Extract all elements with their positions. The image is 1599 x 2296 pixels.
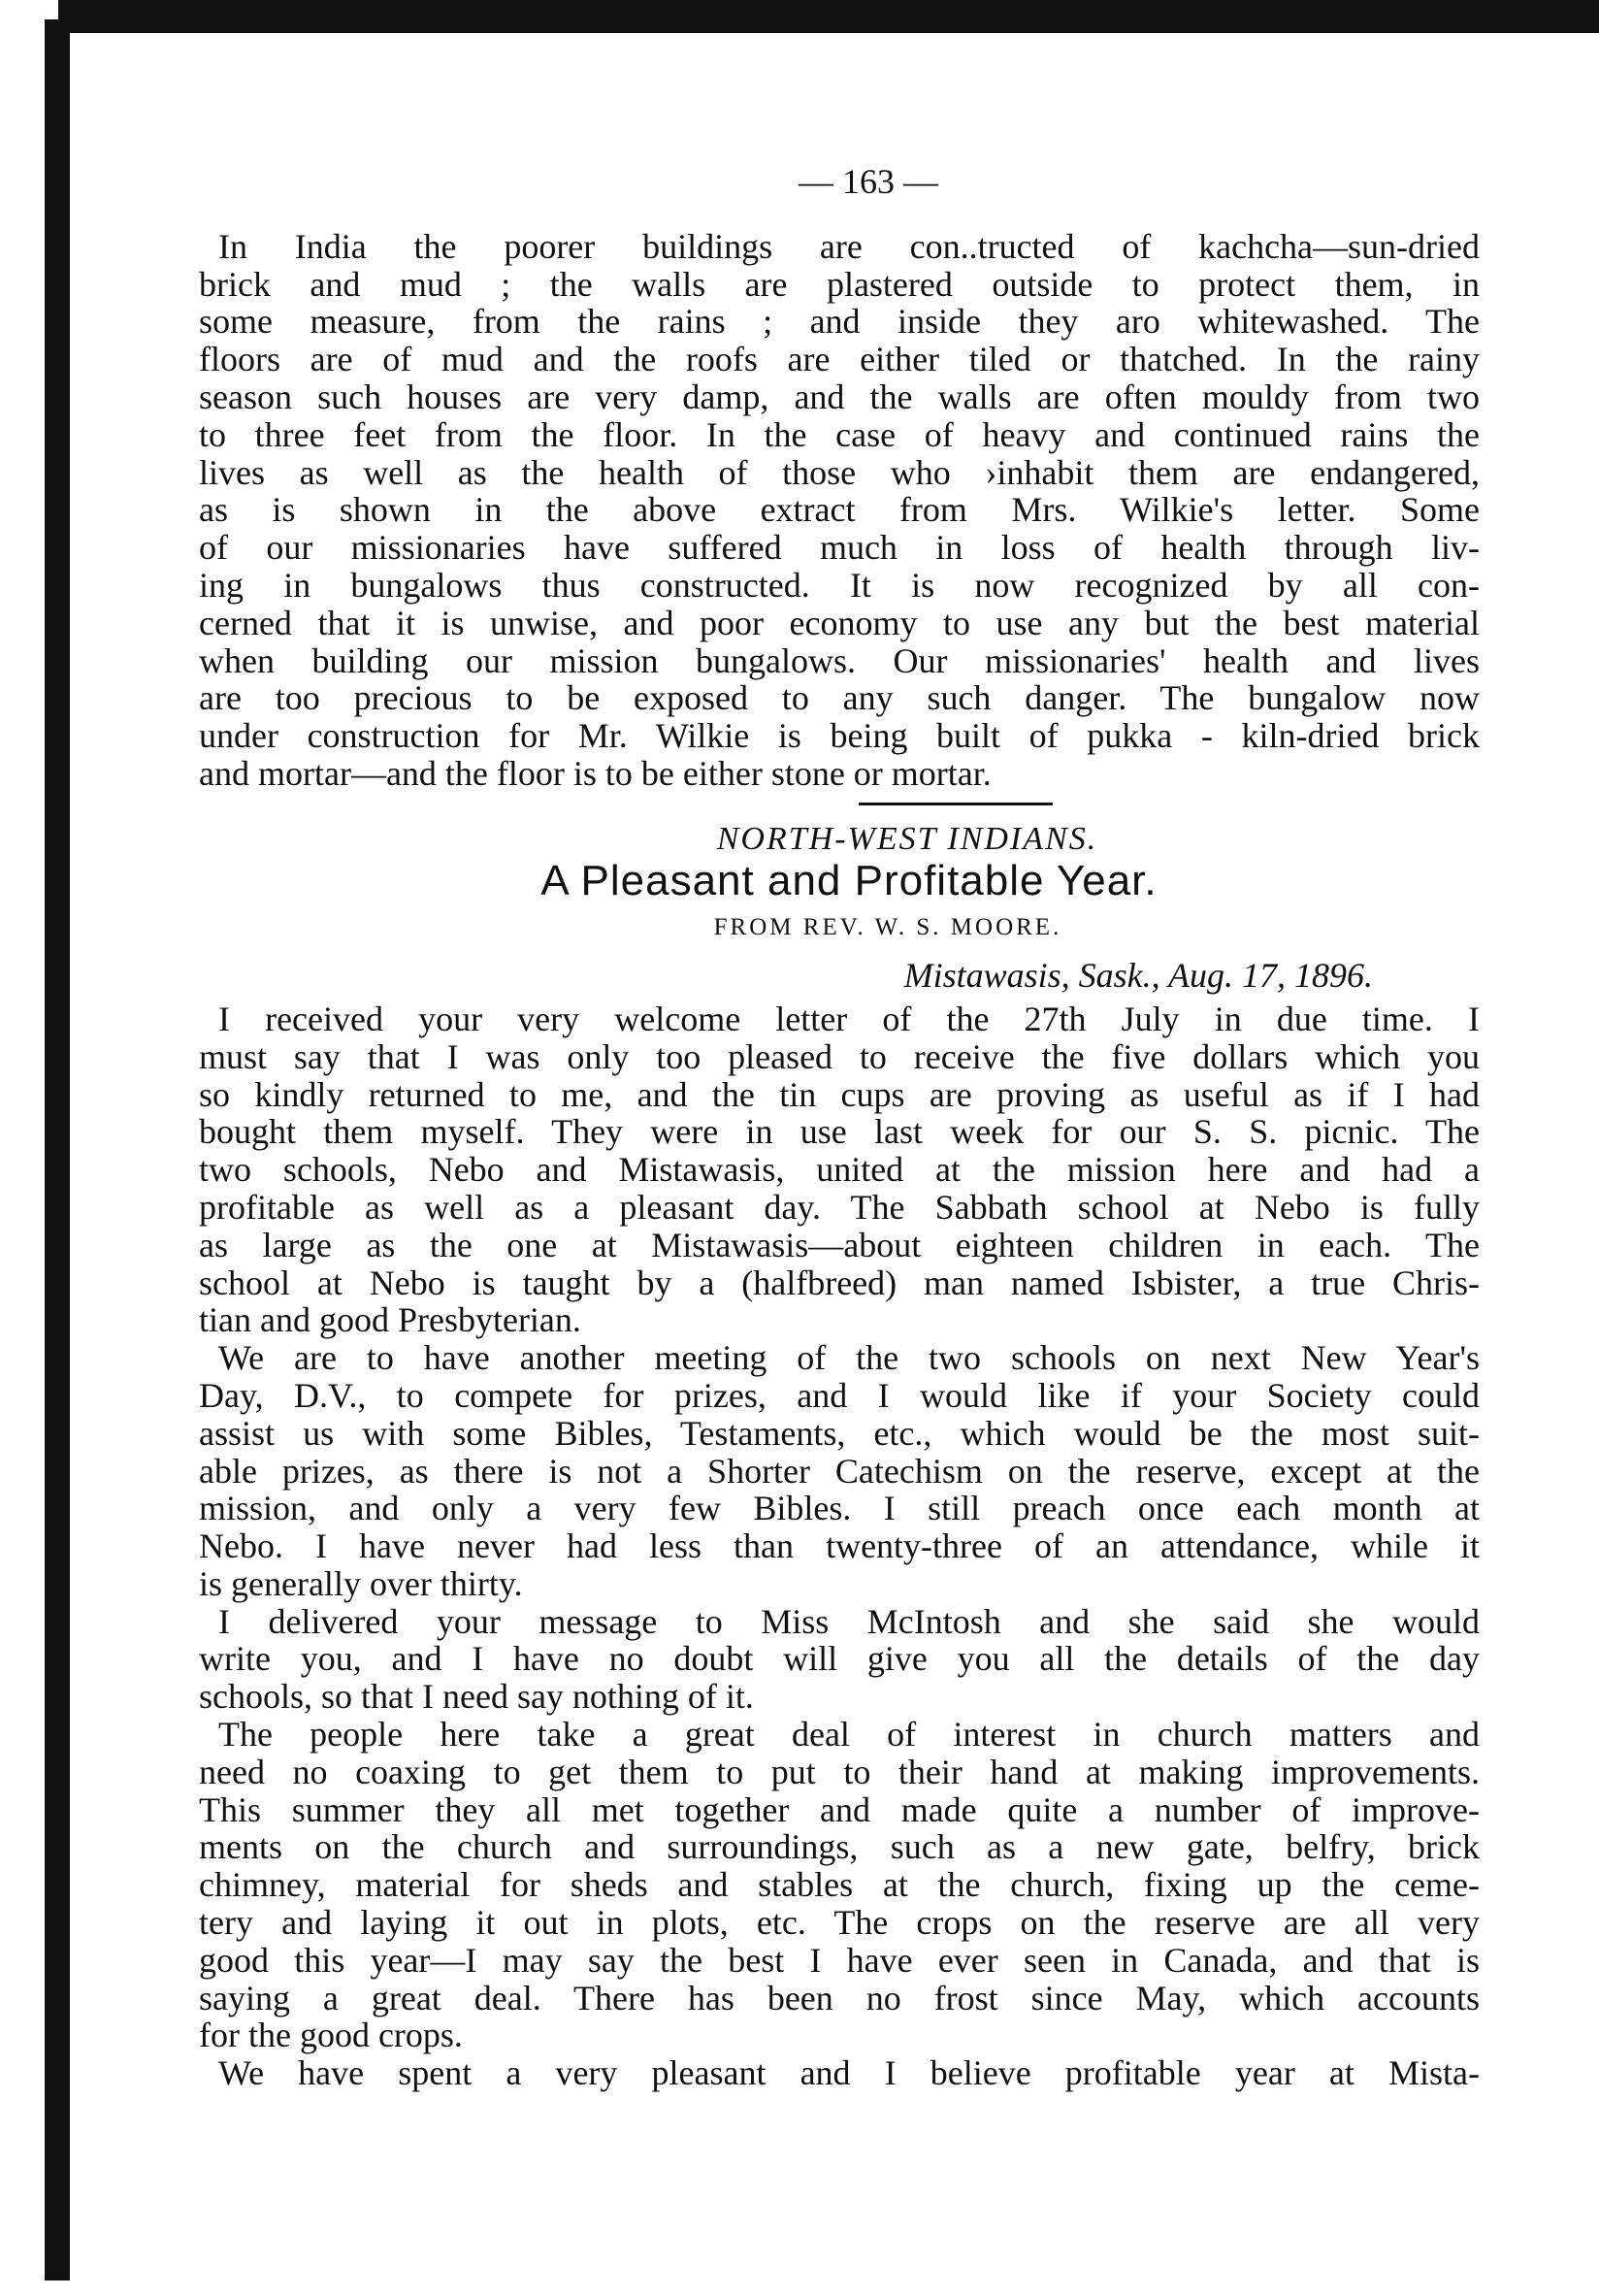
text-line: cerned that it is unwise, and poor economy to use any but the best material: [199, 603, 1480, 642]
scan-edge-left: [45, 19, 70, 2280]
text-line: The people here take a great deal of interest in church matters and: [218, 1715, 1480, 1755]
document-page: [199, 155, 1480, 2092]
dateline: Mistawasis, Sask., Aug. 17, 1896.: [903, 956, 1373, 996]
paragraph-1: [199, 1000, 1480, 1339]
text-line: I delivered your message to Miss McIntosh and she said she would: [218, 1601, 1480, 1641]
paragraph-3: [199, 1603, 1480, 1716]
text-line: Nebo. I have never had less than twenty-three of an attendance, while it: [199, 1526, 1480, 1566]
text-line: when building our mission bungalows. Our missionaries' health and lives: [199, 640, 1480, 680]
intro-paragraph: [199, 228, 1480, 793]
article-title: A Pleasant and Profitable Year.: [540, 856, 1158, 904]
text-line: tian and good Presbyterian.: [199, 1300, 581, 1340]
text-line: are too precious to be exposed to any such danger. The bungalow now: [199, 678, 1480, 718]
text-line: I received your very welcome letter of the 27th July in due time. I: [218, 999, 1480, 1038]
section-header: NORTH-WEST INDIANS.: [716, 820, 1098, 857]
paragraph-2: [199, 1339, 1480, 1603]
text-line: so kindly returned to me, and the tin cups are proving as useful as if I had: [199, 1074, 1480, 1114]
paragraph-5: [199, 2054, 1480, 2092]
text-line: We are to have another meeting of the two schools on next New Year's: [218, 1338, 1480, 1378]
text-line: This summer they all met together and made quite a number of improve-: [199, 1789, 1480, 1829]
text-line: lives as well as the health of those who ›inhabit them are endangered,: [199, 452, 1480, 492]
text-line: saying a great deal. There has been no frost since May, which accounts: [199, 1978, 1480, 2017]
section-divider: [859, 803, 1053, 805]
text-line: must say that I was only too pleased to receive the five dollars which you: [199, 1036, 1480, 1076]
text-line: good this year—I may say the best I have ever seen in Canada, and that is: [199, 1940, 1480, 1980]
text-line: able prizes, as there is not a Shorter Catechism on the reserve, except at the: [199, 1451, 1480, 1491]
text-line: and mortar—and the floor is to be either stone or mortar.: [199, 753, 992, 793]
text-line: for the good crops.: [199, 2016, 463, 2055]
text-line: school at Nebo is taught by a (halfbreed) man named Isbister, a true Chris-: [199, 1263, 1480, 1302]
page-number: — 163 —: [799, 162, 938, 201]
text-line: is generally over thirty.: [199, 1563, 523, 1603]
paragraph-4: [199, 1716, 1480, 2054]
text-line: assist us with some Bibles, Testaments, etc., which would be the most suit-: [199, 1413, 1480, 1453]
text-line: as large as the one at Mistawasis—about eighteen children in each. The: [199, 1225, 1480, 1264]
text-line: of our missionaries have suffered much in loss of health through liv-: [199, 528, 1480, 568]
text-line: schools, so that I need say nothing of it.: [199, 1677, 754, 1717]
text-line: write you, and I have no doubt will give you all the details of the day: [199, 1639, 1480, 1679]
text-line: ments on the church and surroundings, such as a new gate, belfry, brick: [199, 1827, 1480, 1867]
text-line: mission, and only a very few Bibles. I still preach once each month at: [199, 1489, 1480, 1528]
text-line: bought them myself. They were in use last week for our S. S. picnic. The: [199, 1112, 1480, 1152]
text-line: floors are of mud and the roofs are either tiled or thatched. In the rainy: [199, 340, 1480, 379]
text-line: some measure, from the rains ; and inside they aro whitewashed. The: [199, 302, 1480, 342]
text-line: to three feet from the floor. In the case of heavy and continued rains the: [199, 414, 1480, 454]
text-line: need no coaxing to get them to put to their hand at making improvements.: [199, 1752, 1480, 1791]
text-line: two schools, Nebo and Mistawasis, united at the mission here and had a: [199, 1150, 1480, 1190]
scan-edge-top: [58, 0, 1599, 33]
text-line: In India the poorer buildings are con..tructed of kachcha—sun-dried: [218, 226, 1480, 266]
byline: FROM REV. W. S. MOORE.: [713, 914, 1062, 941]
text-line: season such houses are very damp, and the walls are often mouldy from two: [199, 377, 1480, 416]
text-line: tery and laying it out in plots, etc. The crops on the reserve are all very: [199, 1903, 1480, 1943]
text-line: We have spent a very pleasant and I believe profitable year at Mista-: [218, 2053, 1480, 2093]
text-line: brick and mud ; the walls are plastered outside to protect them, in: [199, 264, 1480, 304]
text-line: as is shown in the above extract from Mrs. Wilkie's letter. Some: [199, 490, 1480, 530]
text-line: chimney, material for sheds and stables at the church, fixing up the ceme-: [199, 1865, 1480, 1905]
text-line: profitable as well as a pleasant day. The Sabbath school at Nebo is fully: [199, 1187, 1480, 1227]
text-line: Day, D.V., to compete for prizes, and I would like if your Society could: [199, 1375, 1480, 1415]
text-line: under construction for Mr. Wilkie is being built of pukka - kiln-dried brick: [199, 716, 1480, 756]
text-line: ing in bungalows thus constructed. It is now recognized by all con-: [199, 565, 1480, 605]
